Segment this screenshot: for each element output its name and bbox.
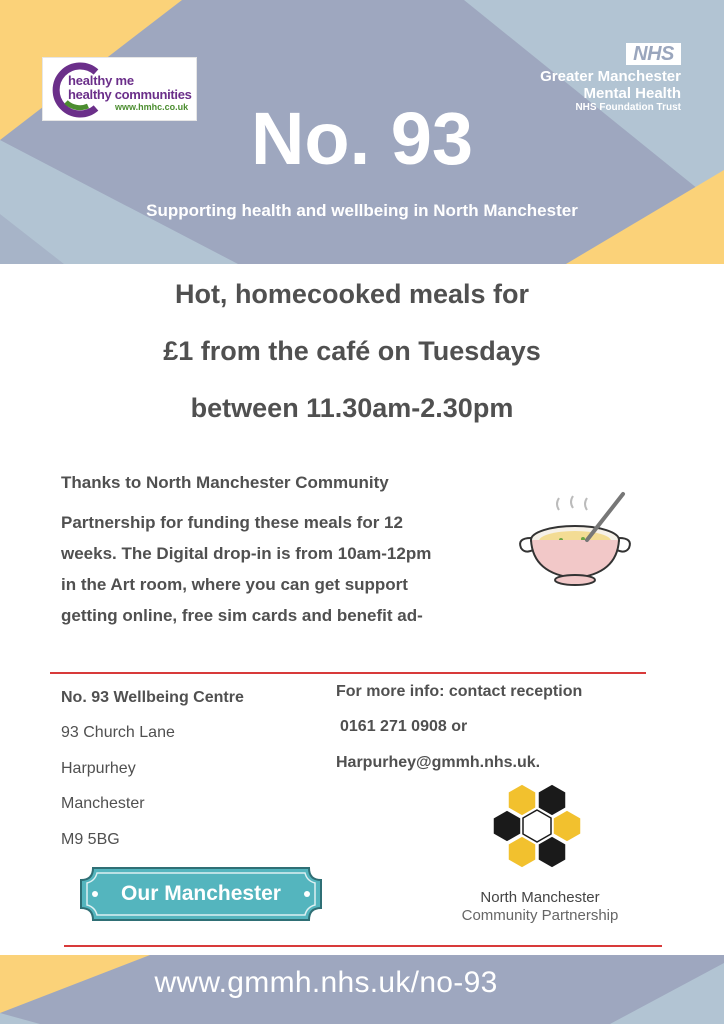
partner-line2: Community Partnership: [461, 907, 619, 924]
headline-line2: £1 from the café on Tuesdays: [163, 336, 541, 366]
soup-bowl-icon: [513, 488, 633, 598]
partner-line1: North Manchester: [480, 889, 600, 906]
section-divider-bottom: [64, 945, 662, 947]
address-name: No. 93 Wellbeing Centre: [61, 689, 244, 706]
hmhc-url: www.hmhc.co.uk: [115, 102, 189, 112]
hmhc-line2: healthy communities: [68, 87, 192, 102]
header-banner: [0, 0, 724, 264]
paragraph-line4: in the Art room, where you can get support: [61, 575, 408, 594]
paragraph-line2: Partnership for funding these meals for 12: [61, 513, 403, 532]
headline-line3: between 11.30am-2.30pm: [190, 393, 514, 423]
paragraph-line5: getting online, free sim cards and benefit ad-: [61, 606, 423, 625]
our-manchester-button[interactable]: Our Manchester: [121, 882, 281, 905]
contact-phone[interactable]: 0161 271 0908 or: [340, 718, 468, 735]
page-title: No. 93: [250, 97, 474, 180]
section-divider-top: [50, 672, 646, 674]
footer-url-link[interactable]: www.gmmh.nhs.uk/no-93: [154, 966, 498, 999]
page-subtitle: Supporting health and wellbeing in North Manchester: [146, 201, 578, 220]
address-area: Harpurhey: [61, 760, 136, 777]
org-line1: Greater Manchester: [540, 68, 681, 85]
contact-email[interactable]: Harpurhey@gmmh.nhs.uk.: [336, 754, 541, 771]
paragraph-line3: weeks. The Digital drop-in is from 10am-12pm: [61, 544, 432, 563]
paragraph-line1: Thanks to North Manchester Community: [61, 473, 389, 492]
contact-intro: For more info: contact reception: [336, 683, 583, 700]
address-postcode: M9 5BG: [61, 831, 120, 848]
hmhc-line1: healthy me: [68, 73, 134, 88]
org-line2: Mental Health: [583, 85, 681, 102]
headline-line1: Hot, homecooked meals for: [174, 279, 530, 309]
honeycomb-logo-icon: [488, 782, 588, 882]
address-city: Manchester: [61, 795, 145, 812]
org-line3: NHS Foundation Trust: [575, 102, 681, 113]
address-street: 93 Church Lane: [61, 724, 175, 741]
nhs-badge: NHS: [626, 43, 681, 65]
